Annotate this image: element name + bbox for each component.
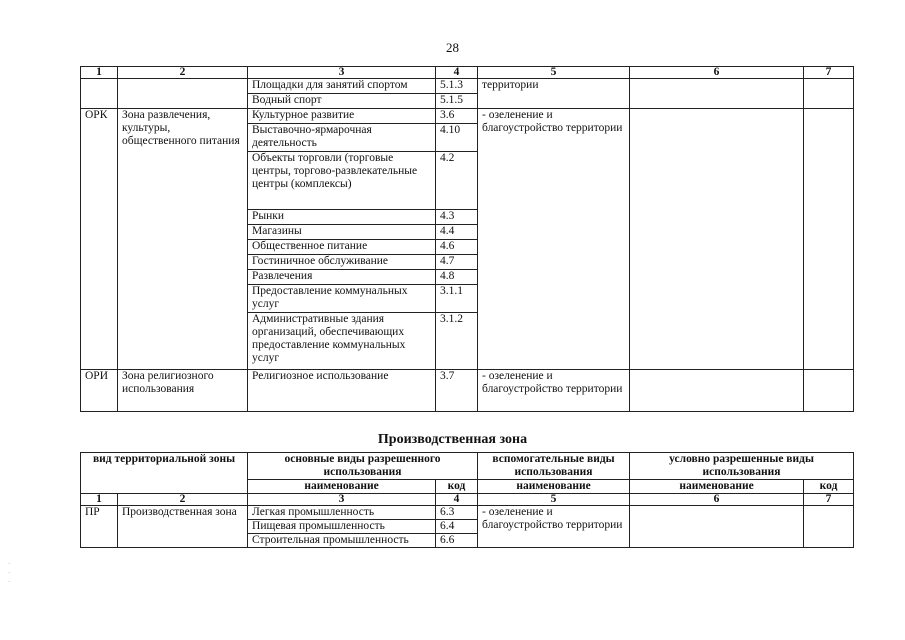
zone-code: ОРИ xyxy=(81,370,118,412)
header-code: код xyxy=(436,480,478,494)
use-code: 3.1.2 xyxy=(436,313,478,370)
cond-code xyxy=(804,79,854,109)
column-number-row xyxy=(81,67,854,79)
use-code: 4.8 xyxy=(436,270,478,285)
cond-uses xyxy=(630,109,804,370)
use-name: Водный спорт xyxy=(248,94,436,109)
use-code: 4.6 xyxy=(436,240,478,255)
zone-name-cell xyxy=(118,79,248,109)
zone-code-cell xyxy=(81,79,118,109)
column-number: 3 xyxy=(248,494,436,506)
column-number: 7 xyxy=(804,67,854,79)
cond-code xyxy=(804,506,854,548)
use-code: 3.7 xyxy=(436,370,478,412)
zone-code: ОРК xyxy=(81,109,118,370)
cond-uses xyxy=(630,506,804,548)
use-code: 4.2 xyxy=(436,152,478,210)
use-name: Площадки для занятий спортом xyxy=(248,79,436,94)
column-number: 1 xyxy=(81,67,118,79)
use-name: Культурное развитие xyxy=(248,109,436,124)
use-code: 6.4 xyxy=(436,520,478,534)
use-name: Рынки xyxy=(248,210,436,225)
use-name: Выставочно-ярмарочная деятельность xyxy=(248,124,436,152)
aux-uses: - озеленение и благоустройство территории xyxy=(478,506,630,548)
use-name: Административные здания организаций, обеспечивающих предоставление коммунальных услуг xyxy=(248,313,436,370)
cond-uses xyxy=(630,79,804,109)
use-name: Развлечения xyxy=(248,270,436,285)
scan-artifact: · · · xyxy=(8,560,12,586)
column-number: 5 xyxy=(478,494,630,506)
use-code: 5.1.5 xyxy=(436,94,478,109)
section-title: Производственная зона xyxy=(377,432,528,447)
header-zone-type: вид территориальной зоны xyxy=(81,453,248,494)
column-number: 4 xyxy=(436,494,478,506)
use-code: 4.10 xyxy=(436,124,478,152)
zone-name: Производственная зона xyxy=(118,506,248,548)
table-row xyxy=(81,506,854,520)
header-name: наименование xyxy=(630,480,804,494)
header-name: наименование xyxy=(478,480,630,494)
table-row xyxy=(81,79,854,94)
header-main-uses: основные виды разрешенного использования xyxy=(248,453,478,480)
header-aux-uses: вспомогательные виды использования xyxy=(478,453,630,480)
column-number: 4 xyxy=(436,67,478,79)
aux-uses: - озеленение и благоустройство территории xyxy=(478,109,630,370)
use-code: 5.1.3 xyxy=(436,79,478,94)
column-number: 3 xyxy=(248,67,436,79)
zone-name: Зона развлечения, культуры, общественного питания xyxy=(118,109,248,370)
use-name: Предоставление коммунальных услуг xyxy=(248,285,436,313)
use-name: Объекты торговли (торговые центры, торгово-развлекательные центры (комплексы) xyxy=(248,152,436,210)
table-row xyxy=(81,109,854,124)
table-row xyxy=(81,370,854,412)
use-code: 4.4 xyxy=(436,225,478,240)
column-number: 2 xyxy=(118,494,248,506)
use-name: Религиозное использование xyxy=(248,370,436,412)
use-name: Общественное питание xyxy=(248,240,436,255)
header-row xyxy=(81,453,854,480)
use-name: Строительная промышленность xyxy=(248,534,436,548)
use-name: Пищевая промышленность xyxy=(248,520,436,534)
header-name: наименование xyxy=(248,480,436,494)
use-name: Магазины xyxy=(248,225,436,240)
zoning-table-continued xyxy=(80,66,853,412)
use-code: 3.1.1 xyxy=(436,285,478,313)
header-code: код xyxy=(804,480,854,494)
cond-uses xyxy=(630,370,804,412)
use-name: Гостиничное обслуживание xyxy=(248,255,436,270)
column-number-row xyxy=(81,494,854,506)
use-code: 3.6 xyxy=(436,109,478,124)
header-cond-uses: условно разрешенные виды использования xyxy=(630,453,854,480)
use-code: 4.7 xyxy=(436,255,478,270)
use-code: 4.3 xyxy=(436,210,478,225)
use-code: 6.6 xyxy=(436,534,478,548)
aux-uses: территории xyxy=(478,79,630,109)
industrial-zone-table xyxy=(80,452,853,548)
use-code: 6.3 xyxy=(436,506,478,520)
use-name: Легкая промышленность xyxy=(248,506,436,520)
column-number: 6 xyxy=(630,67,804,79)
column-number: 1 xyxy=(81,494,118,506)
zone-code: ПР xyxy=(81,506,118,548)
column-number: 2 xyxy=(118,67,248,79)
column-number: 6 xyxy=(630,494,804,506)
cond-code xyxy=(804,370,854,412)
column-number: 7 xyxy=(804,494,854,506)
page-number: 28 xyxy=(446,40,459,55)
column-number: 5 xyxy=(478,67,630,79)
cond-code xyxy=(804,109,854,370)
zone-name: Зона религиозного использования xyxy=(118,370,248,412)
aux-uses: - озеленение и благоустройство территории xyxy=(478,370,630,412)
